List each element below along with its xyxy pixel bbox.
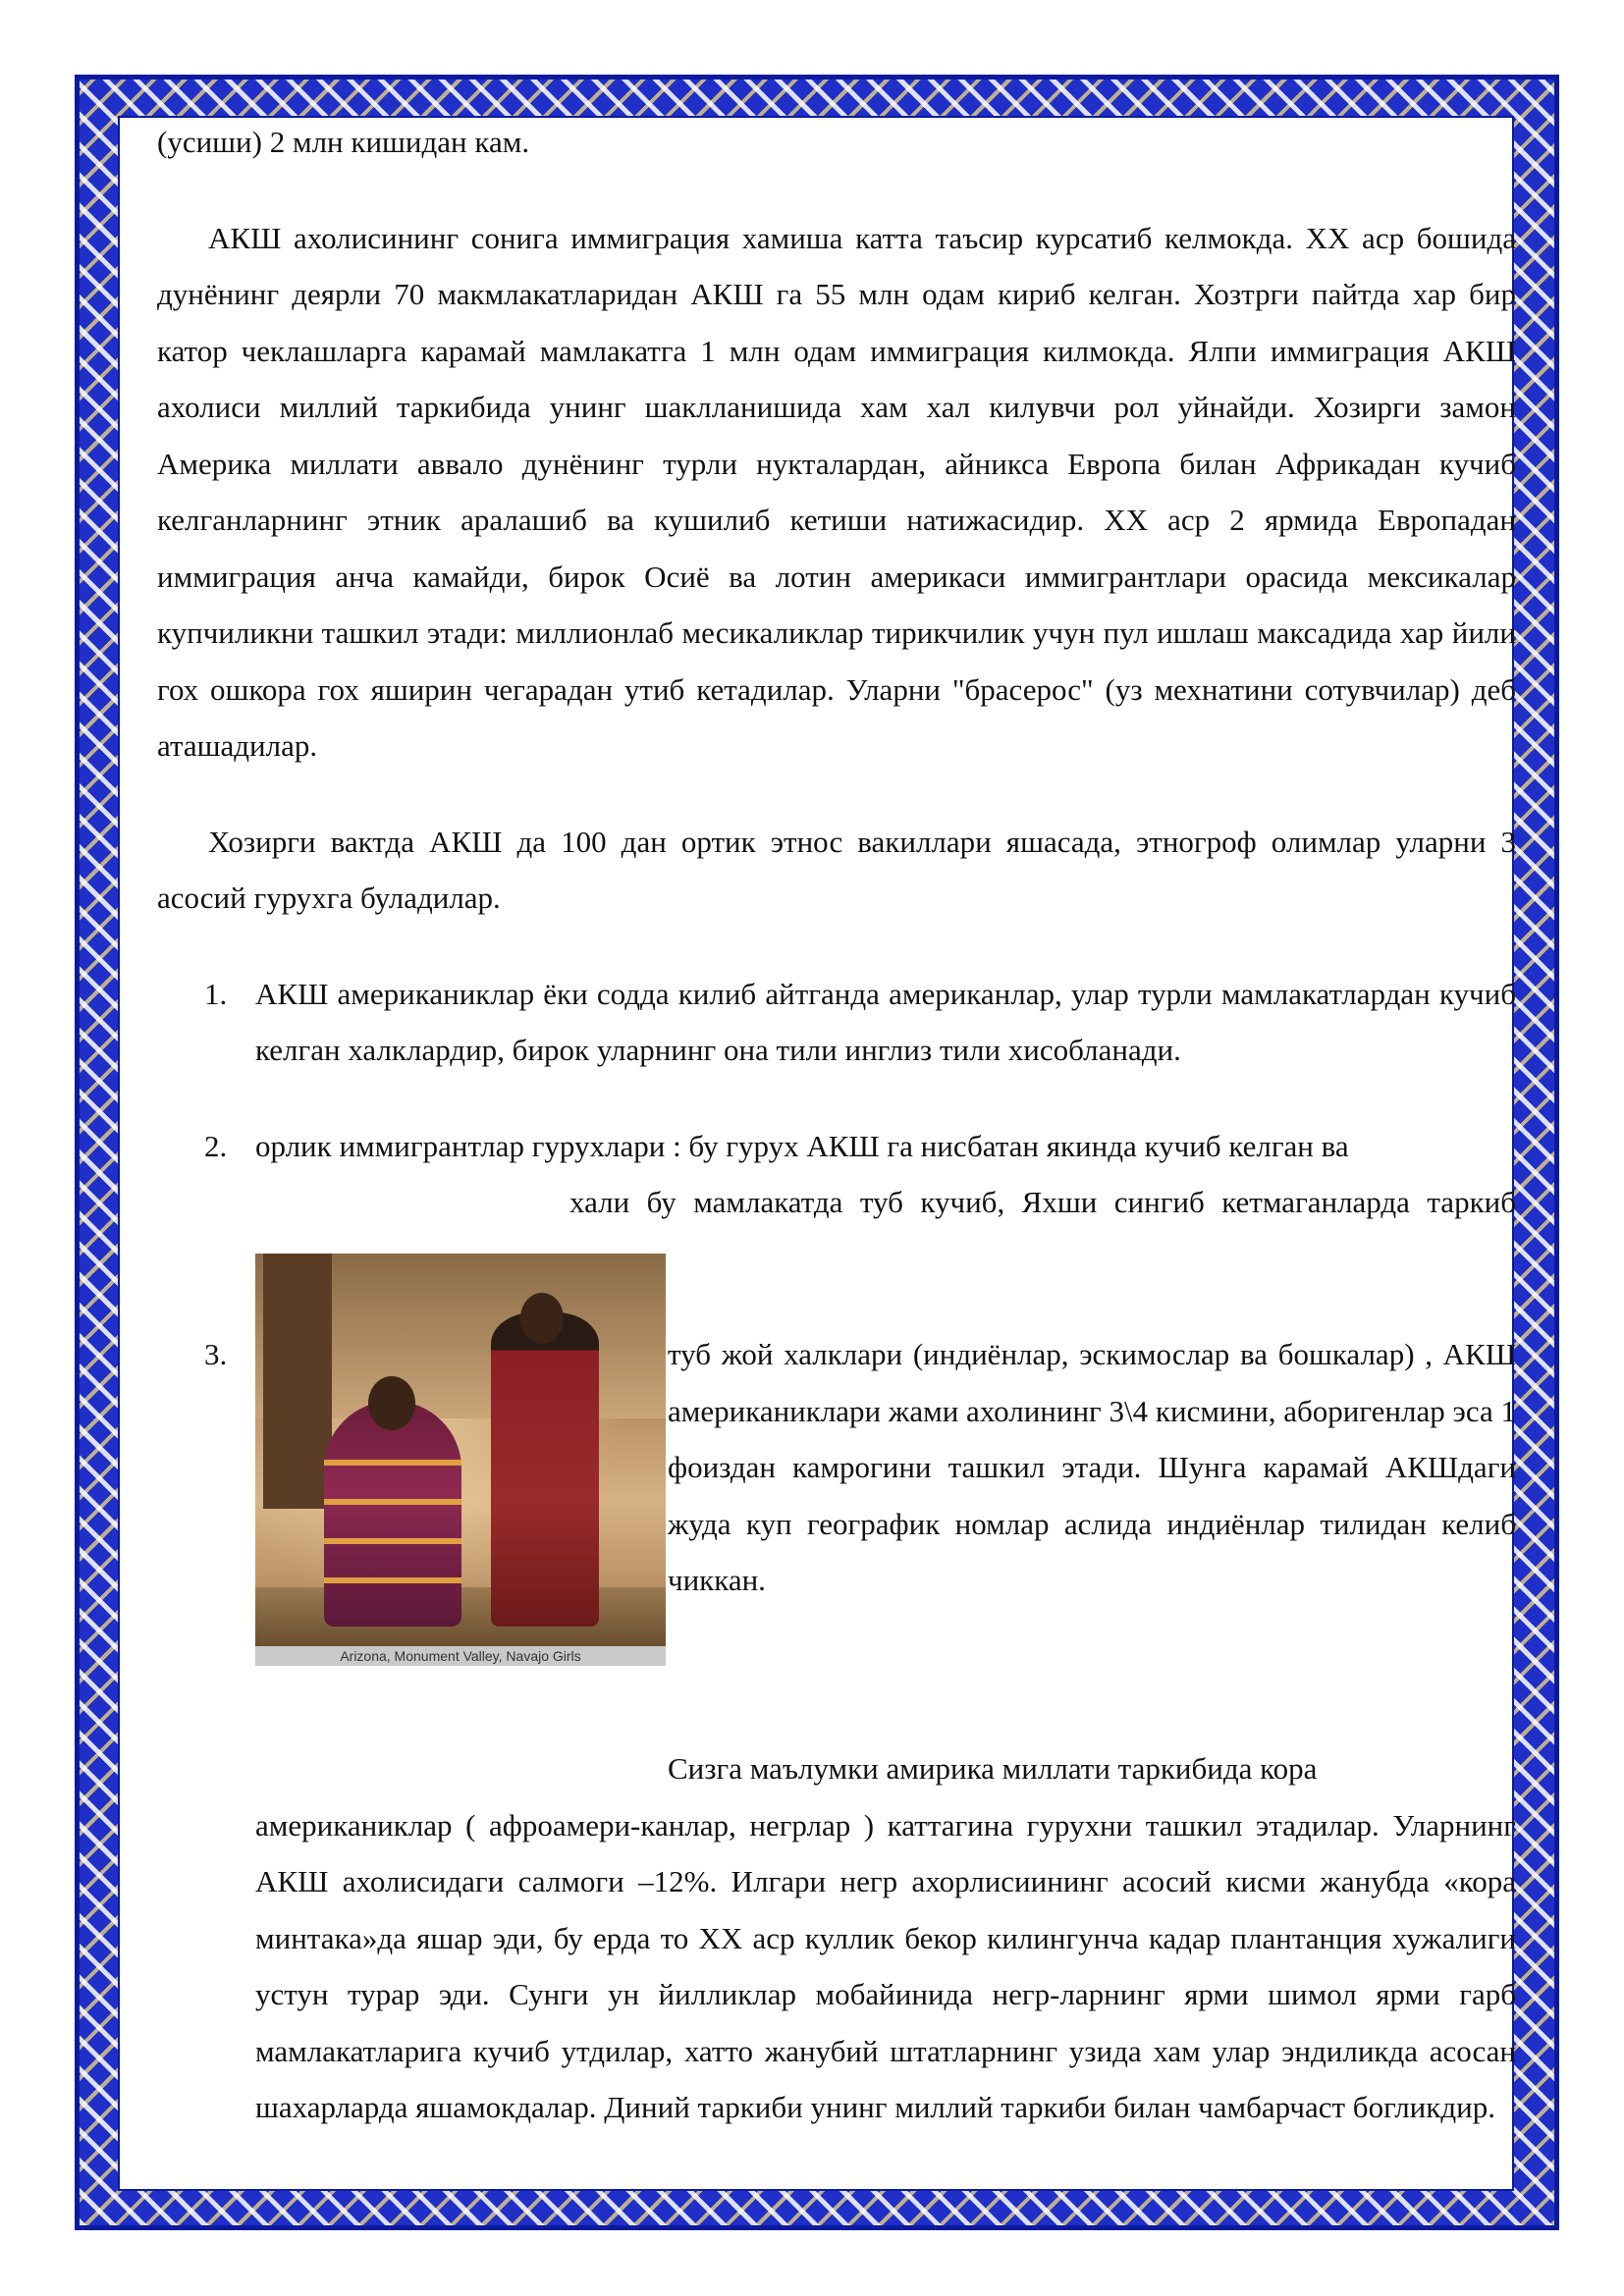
list-number: 3. [204,1337,228,1371]
document-body [157,114,1516,2136]
list-number: 1. [204,976,228,1011]
paragraph-ethnic-groups: Хозирги вактда АКШ да 100 дан ортик этнос вакиллари яшасада, этногроф олимлар уларни 3 асосий гурухга буладилар. [157,824,1516,915]
photo-caption: Arizona, Monument Valley, Navajo Girls [255,1646,666,1666]
closing-rest: американиклар ( афроамери-канлар, негрлар ) каттагина гурухни ташкил этадилар. Уларнинг АКШ ахолисидаги салмоги –12%. Илгари негр ахорлисиининг асосий кисми жанубда «кора минтака»да яшар эди, бу ерда то ХХ аср куллик бекор килингунча кадар плантанция хужалиги устун турар эди. Сунги ун йилликлар мобайинида негр-ларнинг ярми шимол ярми гарб мамлакатларига кучиб утдилар, хатто жанубий штатларнинг узида хам улар эндиликда асосан шахарларда яшамокдалар. Диний таркиби унинг миллий таркиби билан чамбарчаст богликдир. [255,1807,1516,2124]
list-text: АКШ американиклар ёки содда килиб айтганда американлар, улар турли мамлакатлардан кучиб келган халклардир, бирок уларнинг она тили инглиз тили хисобланади. [255,976,1516,1067]
list-text: туб жой халклари (индиёнлар, эскимослар ва бошкалар) , АКШ американиклари жами ахолининг 3\4 кисмини, аборигенлар эса 1 фоиздан камрогини ташкил этади. Шунга карамай АКШдаги жуда куп географик номлар аслида индиёнлар тилидан келиб чиккан. [668,1337,1516,1597]
list-text-first: орлик иммигрантлар гурухлари : бу гурух АКШ га нисбатан якинда кучиб келган ва [255,1128,1349,1163]
paragraph-continuation: (усиши) 2 млн кишидан кам. [157,125,530,159]
navajo-girls-photo [255,1254,666,1666]
list-text-second: хали бу мамлакатда туб кучиб, Яхши сингиб кетмаганларда таркиб [569,1185,1516,1219]
list-item-3 [157,1326,1516,1733]
closing-first-line: Сизга маълумки амирика миллати таркибида кора [668,1751,1318,1786]
paragraph-immigration: АКШ ахолисининг сонига иммиграция хамиша катта таъсир курсатиб келмокда. ХХ аср бошида дунёнинг деярли 70 макмлакатларидан АКШ га 55 млн одам кириб келган. Хозтрги пайтда хар бир катор чеклашларга карамай мамлакатга 1 млн одам иммиграция килмокда. Ялпи иммиграция АКШ ахолиси миллий таркибида унинг шаклланишида хам хал килувчи рол уйнайди. Хозирги замон Америка миллати аввало дунёнинг турли нукталардан, айникса Европа билан Африкадан кучиб келганларнинг этник аралашиб ва кушилиб кетиши натижасидир. ХХ аср 2 ярмида Европадан иммиграция анча камайди, бирок Осиё ва лотин америкаси иммигрантлари орасида мексикалар купчиликни ташкил этади: миллионлаб месикаликлар тирикчилик учун пул ишлаш максадида хар йили гох ошкора гох яширин чегарадан утиб кетадилар. Уларни "брасерос" (уз мехнатини сотувчилар) деб аташадилар. [157,220,1516,763]
list-item-1 [157,966,1516,1079]
closing-paragraph [157,1740,1516,2136]
list-number: 2. [204,1128,228,1163]
